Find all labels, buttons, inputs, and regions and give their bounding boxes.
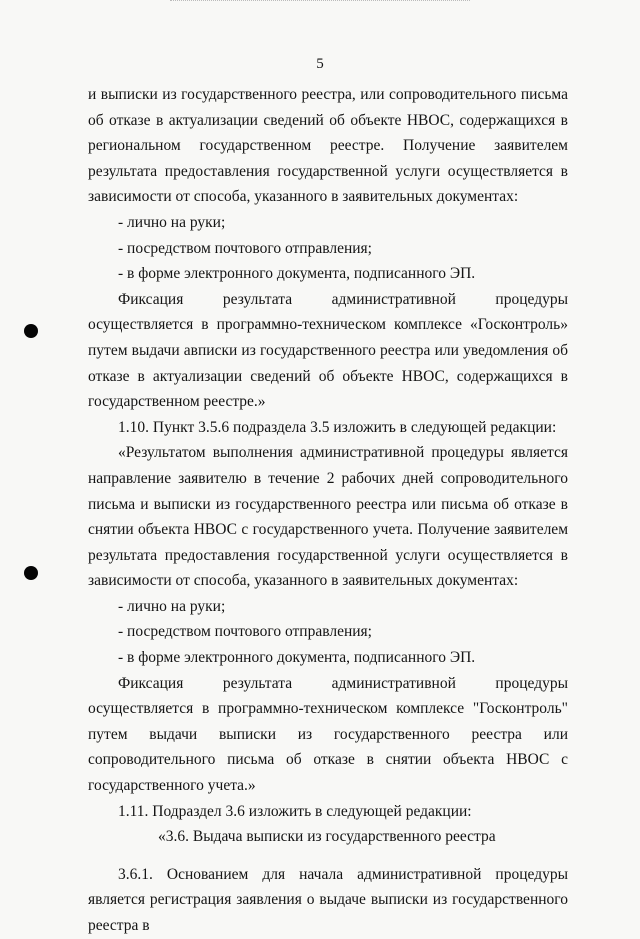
- page-number: 5: [316, 56, 324, 72]
- paragraph-item-1-10: 1.10. Пункт 3.5.6 подраздела 3.5 изложить в следующей редакции:: [118, 418, 557, 436]
- paragraph-fixation: Фиксация результата административной процедуры осуществляется в программно-техническом комплексе "Госконтроль" путем выдачи выписки из государственного реестра или сопроводительного письма об отказе в снятии объекта НВОС с государственного учета.»: [88, 674, 568, 795]
- paragraph-3-6-1: 3.6.1. Основанием для начала административной процедуры является регистрация заявления о выдаче выписки из государственного реестра в: [88, 865, 568, 934]
- list-item-electronic: - в форме электронного документа, подписанного ЭП.: [118, 649, 476, 667]
- list-item-in-person: - лично на руки;: [118, 597, 226, 615]
- punch-hole-bottom: [24, 566, 38, 580]
- paragraph-result: «Результатом выполнения административной процедуры является направление заявителю в течение 2 рабочих дней сопроводительного письма и выписки из государственного реестра или письма об отказе в снятии объекта НВОС с государственного учета. Получение заявителем результата предоставления государственной услуги осуществляется в зависимости от способа, указанного в заявительных документах:: [88, 444, 568, 590]
- paragraph-fixation: Фиксация результата административной процедуры осуществляется в программно-техническом комплексе «Госконтроль» путем выдачи авписки из государственного реестра или уведомления об отказе в актуализации сведений об объекте НВОС, содержащихся в государственном реестре.»: [88, 290, 568, 411]
- section-heading: «3.6. Выдача выписки из государственного реестра: [158, 828, 496, 846]
- scan-edge: [170, 0, 470, 2]
- list-item-postal: - посредством почтового отправления;: [118, 623, 372, 641]
- list-item-electronic: - в форме электронного документа, подписанного ЭП.: [118, 265, 476, 283]
- punch-hole-top: [24, 324, 38, 338]
- paragraph-item-1-11: 1.11. Подраздел 3.6 изложить в следующей редакции:: [118, 802, 472, 820]
- list-item-in-person: - лично на руки;: [118, 213, 226, 231]
- document-body: [88, 82, 568, 939]
- list-item-postal: - посредством почтового отправления;: [118, 239, 372, 257]
- paragraph-continuation: и выписки из государственного реестра, или сопроводительного письма об отказе в актуализации сведений об объекте НВОС, содержащихся в региональном государственном реестре. Получение заявителем результата предоставления государственной услуги осуществляется в зависимости от способа, указанного в заявительных документах:: [88, 86, 568, 206]
